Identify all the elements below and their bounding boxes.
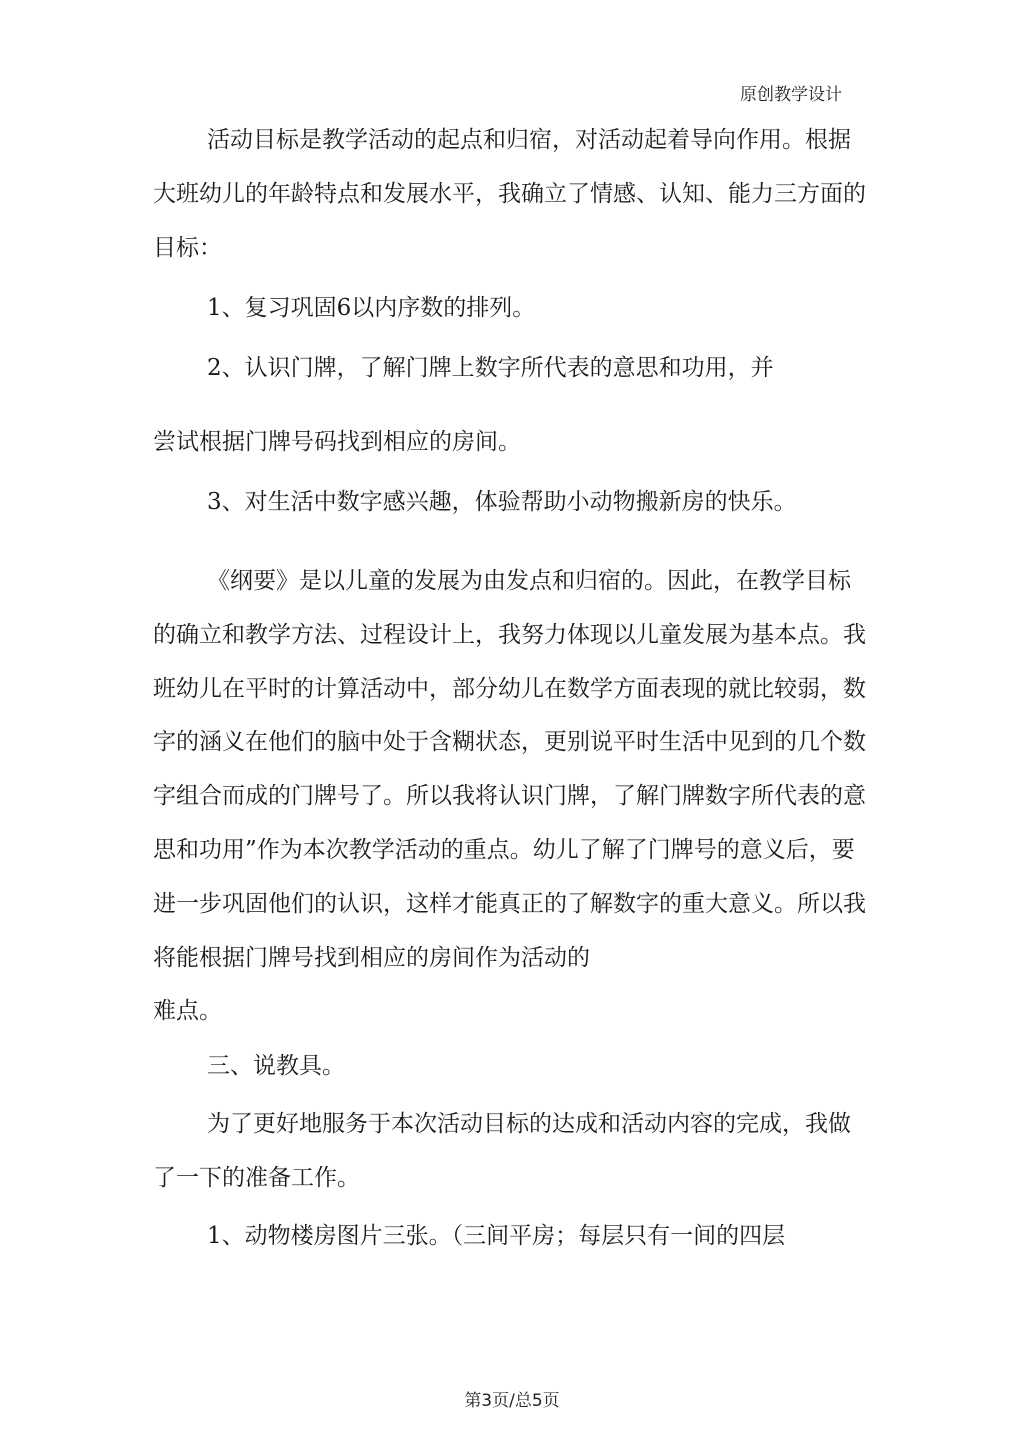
paragraph-preparation: 为了更好地服务于本次活动目标的达成和活动内容的完成，我做了一下的准备工作。 [153,1111,851,1192]
paragraph-difficulty: 难点。 [153,998,222,1025]
document-body [153,113,873,1263]
page-header: 原创教学设计 [740,85,842,105]
paragraph-goals-intro: 活动目标是教学活动的起点和归宿，对活动起着导向作用。根据大班幼儿的年龄特点和发展水平，我确立了情感、认知、能力三方面的目标： [153,127,866,261]
goal-item-1: 1、复习巩固6以内序数的排列。 [207,295,536,321]
goal-item-3: 3、对生活中数字感兴趣，体验帮助小动物搬新房的快乐。 [207,489,797,515]
goal-item-2-continued: 尝试根据门牌号码找到相应的房间。 [153,429,521,455]
aid-item-1: 1、动物楼房图片三张。（三间平房；每层只有一间的四层 [207,1223,786,1250]
section-heading-teaching-aids: 三、说教具。 [207,1053,345,1080]
page-number: 第3页/总5页 [464,1391,560,1411]
paragraph-outline: 《纲要》是以儿童的发展为由发点和归宿的。因此，在教学目标的确立和教学方法、过程设计上，我努力体现以儿童发展为基本点。我班幼儿在平时的计算活动中，部分幼儿在数学方面表现的就比较弱，数字的涵义在他们的脑中处于含糊状态，更别说平时生活中见到的几个数字组合而成的门牌号了。所以我将认识门牌，了解门牌数字所代表的意思和功用”作为本次教学活动的重点。幼儿了解了门牌号的意义后，要进一步巩固他们的认识，这样才能真正的了解数字的重大意义。所以我将能根据门牌号找到相应的房间作为活动的 [153,568,866,971]
goal-item-2: 2、认识门牌，了解门牌上数字所代表的意思和功用，并 [207,355,774,381]
